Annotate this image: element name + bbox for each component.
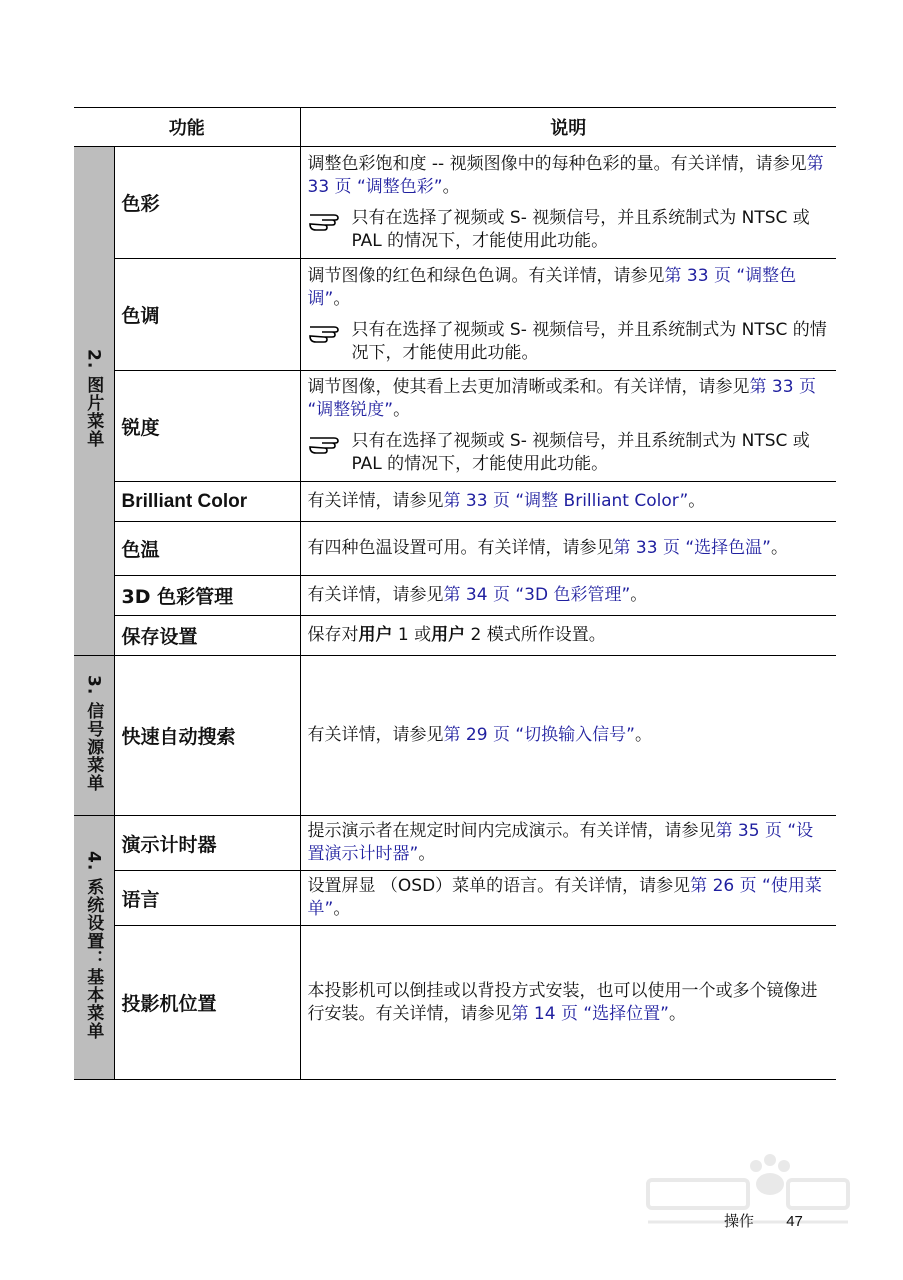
function-name: 语言 <box>114 871 300 926</box>
page-reference-link[interactable]: 第 33 页 “调整色调” <box>307 265 797 309</box>
description-end: 。 <box>634 725 652 745</box>
description-text: 调节图像的红色和绿色色调。有关详情，请参见 <box>307 265 665 286</box>
menu-function-table <box>74 107 836 1080</box>
note <box>308 430 829 476</box>
function-description <box>300 871 836 926</box>
description-end: 。 <box>333 288 351 309</box>
note-text: 只有在选择了视频或 S- 视频信号，并且系统制式为 NTSC 的情况下，才能使用此功能。 <box>351 319 827 363</box>
description-text: 2 模式所作设置。 <box>465 625 606 645</box>
pointing-hand-icon <box>308 207 352 238</box>
pointing-hand-icon <box>308 319 352 350</box>
table-row <box>74 482 836 522</box>
function-name: 色温 <box>114 522 300 576</box>
description-text: 1 或 <box>392 625 432 645</box>
description-text: 有关详情，请参见 <box>307 725 444 745</box>
function-description <box>300 816 836 871</box>
page-reference-link[interactable]: 第 33 页 “调整色彩” <box>307 153 824 197</box>
table-row <box>74 576 836 616</box>
page-reference-link[interactable]: 第 14 页 “选择位置” <box>511 1003 669 1024</box>
description-end: 。 <box>688 491 706 511</box>
page-reference-link[interactable]: 第 35 页 “设置演示计时器” <box>307 821 814 864</box>
page-reference-link[interactable]: 第 33 页 “调整锐度” <box>307 377 816 420</box>
function-description <box>300 522 836 576</box>
description-end: 。 <box>393 400 411 420</box>
description-text: 有关详情，请参见 <box>307 491 444 511</box>
description-end: 。 <box>770 538 788 558</box>
table-row <box>74 147 836 259</box>
table-row <box>74 259 836 371</box>
function-description <box>300 147 836 259</box>
note-text: 只有在选择了视频或 S- 视频信号，并且系统制式为 NTSC 或 PAL 的情况下，才能使用此功能。 <box>351 431 810 474</box>
table-row <box>74 616 836 656</box>
function-name: 快速自动搜索 <box>114 656 300 816</box>
description-text: 设置屏显 （OSD）菜单的语言。有关详情，请参见 <box>307 876 691 896</box>
table-row <box>74 816 836 871</box>
description-text: 调节图像，使其看上去更加清晰或柔和。有关详情，请参见 <box>307 377 750 397</box>
user-mode-label: 用户 <box>431 625 466 645</box>
table-row <box>74 926 836 1080</box>
pointing-hand-icon <box>308 430 352 461</box>
table-row <box>74 871 836 926</box>
function-name: 投影机位置 <box>114 926 300 1080</box>
header-description: 说明 <box>300 108 836 147</box>
function-description <box>300 259 836 371</box>
note-text: 只有在选择了视频或 S- 视频信号，并且系统制式为 NTSC 或 PAL 的情况下，才能使用此功能。 <box>351 207 810 251</box>
page-reference-link[interactable]: 第 26 页 “使用菜单” <box>307 876 822 919</box>
note <box>308 207 829 253</box>
function-description <box>300 482 836 522</box>
description-text: 调整色彩饱和度 -- 视频图像中的每种色彩的量。有关详情，请参见 <box>307 153 807 174</box>
function-description <box>300 616 836 656</box>
section-label: 3. 信号源菜单 <box>83 674 104 793</box>
description-text: 保存对 <box>307 625 359 645</box>
table-row <box>74 522 836 576</box>
table-row <box>74 656 836 816</box>
description-end: 。 <box>333 899 351 919</box>
function-description <box>300 926 836 1080</box>
page-number: 47 <box>786 1213 803 1230</box>
description-end: 。 <box>630 585 648 605</box>
function-description <box>300 576 836 616</box>
function-name: 色调 <box>114 259 300 371</box>
section-source-menu <box>74 656 114 816</box>
description-end: 。 <box>418 844 436 864</box>
page-footer <box>724 1210 831 1231</box>
function-name: 演示计时器 <box>114 816 300 871</box>
function-name: Brilliant Color <box>114 482 300 522</box>
function-name: 3D 色彩管理 <box>114 576 300 616</box>
section-system-setup-basic <box>74 816 114 1080</box>
page-reference-link[interactable]: 第 34 页 “3D 色彩管理” <box>443 585 631 605</box>
description-text: 本投影机可以倒挂或以背投方式安装，也可以使用一个或多个镜像进行安装。有关详情，请参见 <box>307 980 818 1024</box>
description-text: 有四种色温设置可用。有关详情，请参见 <box>307 538 614 558</box>
page-reference-link[interactable]: 第 33 页 “调整 Brilliant Color” <box>443 491 689 511</box>
section-picture-menu <box>74 147 114 656</box>
description-text: 有关详情，请参见 <box>307 585 444 605</box>
function-name: 保存设置 <box>114 616 300 656</box>
footer-section: 操作 <box>724 1213 755 1230</box>
table-row <box>74 371 836 482</box>
description-text: 提示演示者在规定时间内完成演示。有关详情，请参见 <box>307 821 716 841</box>
page-reference-link[interactable]: 第 29 页 “切换输入信号” <box>443 725 635 745</box>
description-end: 。 <box>442 176 460 197</box>
function-name: 锐度 <box>114 371 300 482</box>
user-mode-label: 用户 <box>358 625 393 645</box>
function-description <box>300 656 836 816</box>
table-header-row <box>74 108 836 147</box>
section-label: 2. 图片菜单 <box>83 349 104 449</box>
page-reference-link[interactable]: 第 33 页 “选择色温” <box>613 538 771 558</box>
section-label: 4. 系统设置：基本菜单 <box>83 850 104 1041</box>
function-name: 色彩 <box>114 147 300 259</box>
header-function: 功能 <box>74 108 300 147</box>
description-end: 。 <box>668 1003 686 1024</box>
function-description <box>300 371 836 482</box>
note <box>308 319 829 365</box>
